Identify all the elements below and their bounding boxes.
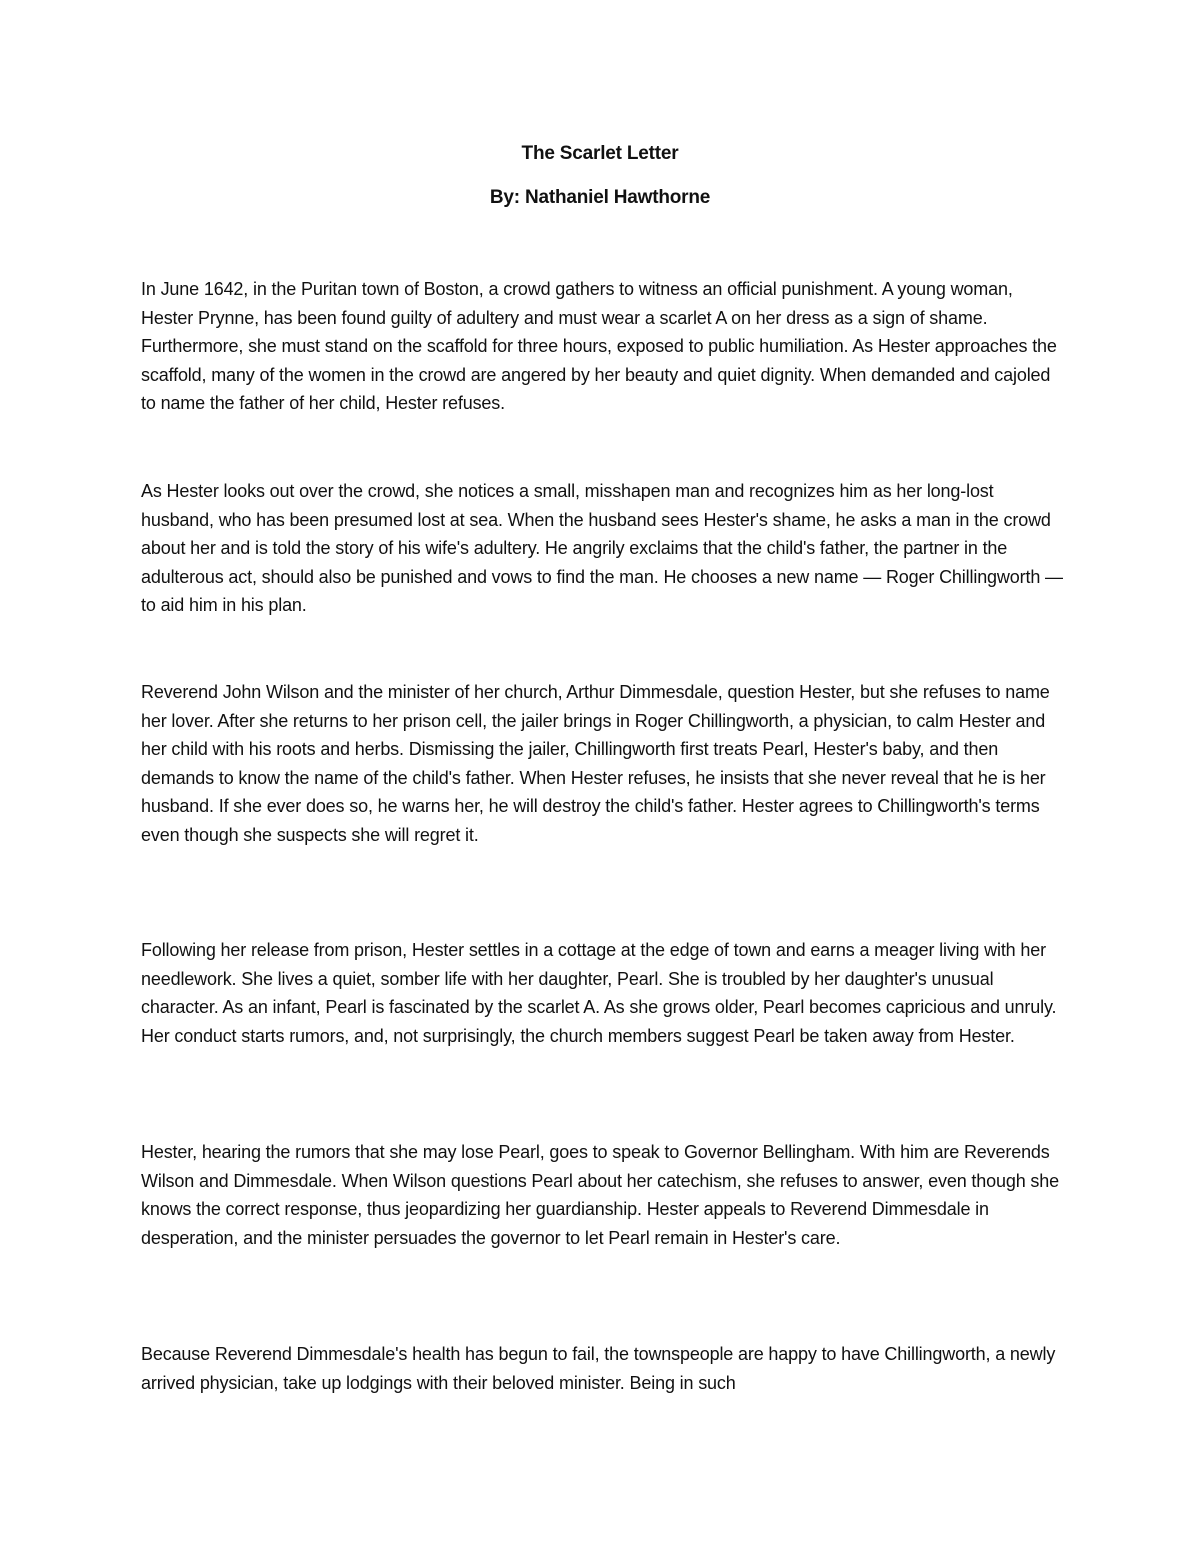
paragraph-3: Reverend John Wilson and the minister of her church, Arthur Dimmesdale, question Hester, but she refuses to name her lover. After she returns to her prison cell, the jailer brings in Roger Chillingworth, a physician, to calm Hester and her child with his roots and herbs. Dismissing the jailer, Chillingworth first treats Pearl, Hester's baby, and then demands to know the name of the child's father. When Hester refuses, he insists that she never reveal that he is her husband. If she ever does so, he warns her, he will destroy the child's father. Hester agrees to Chillingworth's terms even though she suspects she will regret it. xyxy=(141,682,1050,845)
document-title: The Scarlet Letter xyxy=(521,143,679,164)
author-line: By: Nathaniel Hawthorne xyxy=(489,187,711,208)
paragraph-5: Hester, hearing the rumors that she may lose Pearl, goes to speak to Governor Bellingham. With him are Reverends Wilson and Dimmesdale. When Wilson questions Pearl about her catechism, she refuses to answer, even though she knows the correct response, thus jeopardizing her guardianship. Hester appeals to Reverend Dimmesdale in desperation, and the minister persuades the governor to let Pearl remain in Hester's care. xyxy=(141,1142,1059,1248)
paragraph-1: In June 1642, in the Puritan town of Boston, a crowd gathers to witness an official punishment. A young woman, Hester Prynne, has been found guilty of adultery and must wear a scarlet A on her dress as a sign of shame. Furthermore, she must stand on the scaffold for three hours, exposed to public humiliation. As Hester approaches the scaffold, many of the women in the crowd are angered by her beauty and quiet dignity. When demanded and cajoled to name the father of her child, Hester refuses. xyxy=(141,279,1057,414)
paragraph-6: Because Reverend Dimmesdale's health has begun to fail, the townspeople are happy to have Chillingworth, a newly arrived physician, take up lodgings with their beloved minister. Being in such xyxy=(141,1344,1056,1393)
paragraph-4: Following her release from prison, Hester settles in a cottage at the edge of town and earns a meager living with her needlework. She lives a quiet, somber life with her daughter, Pearl. She is troubled by her daughter's unusual character. As an infant, Pearl is fascinated by the scarlet A. As she grows older, Pearl becomes capricious and unruly. Her conduct starts rumors, and, not surprisingly, the church members suggest Pearl be taken away from Hester. xyxy=(141,940,1057,1046)
paragraph-2: As Hester looks out over the crowd, she notices a small, misshapen man and recognizes him as her long-lost husband, who has been presumed lost at sea. When the husband sees Hester's shame, he asks a man in the crowd about her and is told the story of his wife's adultery. He angrily exclaims that the child's father, the partner in the adulterous act, should also be punished and vows to find the man. He chooses a new name — Roger Chillingworth — to aid him in his plan. xyxy=(141,481,1063,616)
